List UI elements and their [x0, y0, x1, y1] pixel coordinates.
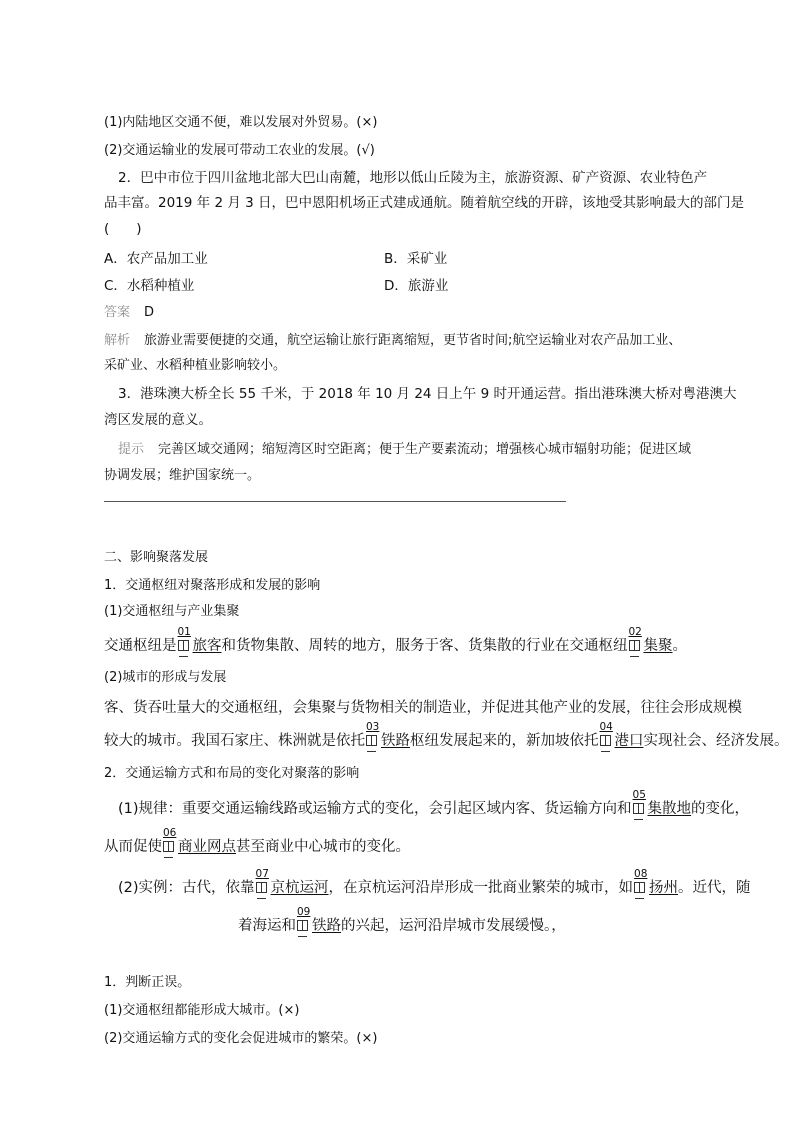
box-icon	[600, 735, 611, 746]
text-segment: (2)实例：古代，依靠	[118, 880, 255, 896]
fill-answer-01: 旅客	[192, 638, 222, 654]
question-2-line-1: 2．巴中市位于四川盆地北部大巴山南麓，地形以低山丘陵为主，旅游资源、矿产资源、农业特色产	[118, 170, 708, 186]
blank-marker-03	[365, 721, 381, 751]
text-segment: 的兴起，运河沿岸城市发展缓慢。，	[341, 918, 566, 934]
subsection-1b-title: (2)城市的形成与发展	[104, 670, 227, 685]
box-icon	[163, 841, 174, 852]
text-segment: 。	[672, 638, 687, 654]
paragraph-2-line-1: 客、货吞吐量大的交通枢纽，会集聚与货物相关的制造业，并促进其他产业的发展，往往会形成规模	[104, 700, 742, 716]
blank-marker-02	[628, 626, 644, 656]
underline-mark	[634, 819, 643, 820]
text-segment: 枢纽发展起来的，新加坡依托	[410, 733, 599, 749]
blank-number: 09	[297, 906, 311, 918]
question-3-line-1: 3．港珠澳大桥全长 55 千米，于 2018 年 10 月 24 日上午 9 时开通运营。指出港珠澳大桥对粤港澳大	[118, 386, 737, 402]
text-segment: 较大的城市。我国石家庄、株洲就是依托	[104, 733, 365, 749]
judgment-1b: (1)交通枢纽都能形成大城市。(×)	[104, 1003, 300, 1018]
fill-answer-05: 集散地	[647, 801, 692, 817]
paragraph-2-line-2	[104, 721, 789, 751]
text-segment: (1)规律：重要交通运输线路或运输方式的变化，会引起区域内客、货运输方向和	[118, 801, 632, 817]
underline-mark	[635, 898, 644, 899]
answer-value: D	[144, 305, 155, 320]
option-a: A．农产品加工业	[104, 251, 208, 267]
answer-row	[104, 303, 154, 323]
box-icon	[297, 920, 308, 931]
blank-marker-04	[599, 721, 615, 751]
blank-marker-01	[177, 626, 193, 656]
fill-answer-06: 商业网点	[178, 839, 236, 855]
blank-number: 01	[177, 626, 191, 638]
judgment-1: (1)内陆地区交通不便，难以发展对外贸易。(×)	[104, 115, 378, 130]
tip-text: 完善区域交通网；缩短湾区时空距离；便于生产要素流动；增强核心城市辐射功能；促进区域	[158, 442, 692, 457]
fill-answer-08: 扬州	[649, 880, 679, 896]
text-segment: 的变化，	[691, 801, 750, 817]
answer-label: 答案	[104, 305, 131, 320]
option-b: B．采矿业	[384, 251, 448, 267]
blank-marker-09	[296, 906, 312, 936]
blank-number: 03	[366, 721, 380, 733]
question-1: 1．判断正误。	[104, 975, 191, 990]
underline-mark	[630, 656, 639, 657]
underline-mark	[179, 656, 188, 657]
option-c: C．水稻种植业	[104, 278, 195, 294]
subsection-1-title: 1．交通枢纽对聚落形成和发展的影响	[104, 578, 321, 593]
explanation-line-2: 采矿业、水稻种植业影响较小。	[104, 358, 287, 373]
box-icon	[634, 882, 645, 893]
text-segment: 从而促使	[104, 839, 162, 855]
paragraph-4-line-2	[238, 906, 566, 936]
question-2-line-2: 品丰富。2019 年 2 月 3 日，巴中恩阳机场正式建成通航。随着航空线的开辟，该地受其影响最大的部门是	[104, 195, 744, 211]
box-icon	[366, 735, 377, 746]
section-heading: 二、影响聚落发展	[104, 550, 209, 565]
explanation-label: 解析	[104, 333, 131, 348]
box-icon	[629, 640, 640, 651]
text-segment: 实现社会、经济发展。	[643, 733, 789, 749]
fill-answer-02: 集聚	[643, 638, 673, 654]
subsection-1a-title: (1)交通枢纽与产业集聚	[104, 604, 240, 619]
text-segment: ，在京杭运河沿岸形成一批商业繁荣的城市，如	[328, 880, 634, 896]
box-icon	[178, 640, 189, 651]
fill-answer-04: 港口	[614, 733, 644, 749]
text-segment: 和货物集散、周转的地方，服务于客、货集散的行业在交通枢纽	[221, 638, 628, 654]
blank-number: 04	[599, 721, 613, 733]
paragraph-4-line-1	[118, 868, 751, 898]
tip-line-1	[118, 440, 691, 460]
judgment-2: (2)交通运输业的发展可带动工农业的发展。(√)	[104, 143, 375, 158]
paragraph-3-line-2	[104, 827, 410, 857]
question-2-blank: ( )	[104, 221, 142, 237]
tip-line-2: 协调发展；维护国家统一。	[104, 468, 261, 483]
blank-marker-07	[255, 868, 271, 898]
text-segment: 甚至商业中心城市的变化。	[236, 839, 410, 855]
blank-marker-05	[632, 789, 648, 819]
box-icon	[256, 882, 267, 893]
underline-mark	[298, 936, 307, 937]
paragraph-3-line-1	[118, 789, 750, 819]
question-3-line-2: 湾区发展的意义。	[104, 412, 212, 428]
underline-mark	[367, 751, 376, 752]
text-segment: 交通枢纽是	[104, 638, 177, 654]
explanation-text: 旅游业需要便捷的交通，航空运输让旅行距离缩短，更节省时间;航空运输业对农产品加工业、	[144, 333, 682, 348]
option-d: D．旅游业	[384, 278, 449, 294]
fill-answer-07: 京杭运河	[270, 880, 329, 896]
blank-number: 07	[255, 868, 269, 880]
subsection-2-title: 2．交通运输方式和布局的变化对聚落的影响	[104, 766, 360, 781]
blank-number: 02	[628, 626, 642, 638]
section-divider	[104, 501, 566, 502]
blank-number: 05	[632, 789, 646, 801]
underline-mark	[601, 751, 610, 752]
underline-mark	[164, 857, 173, 858]
judgment-2b: (2)交通运输方式的变化会促进城市的繁荣。(×)	[104, 1031, 378, 1046]
paragraph-1	[104, 626, 687, 656]
text-segment: 。近代，随	[678, 880, 751, 896]
underline-mark	[257, 898, 266, 899]
blank-marker-06	[162, 827, 178, 857]
blank-marker-08	[633, 868, 649, 898]
fill-answer-03: 铁路	[381, 733, 410, 749]
blank-number: 08	[634, 868, 648, 880]
box-icon	[633, 803, 644, 814]
fill-answer-09: 铁路	[312, 918, 341, 934]
blank-number: 06	[163, 827, 177, 839]
tip-label: 提示	[118, 442, 145, 457]
explanation-line-1	[104, 331, 681, 351]
text-segment: 着海运和	[238, 918, 296, 934]
